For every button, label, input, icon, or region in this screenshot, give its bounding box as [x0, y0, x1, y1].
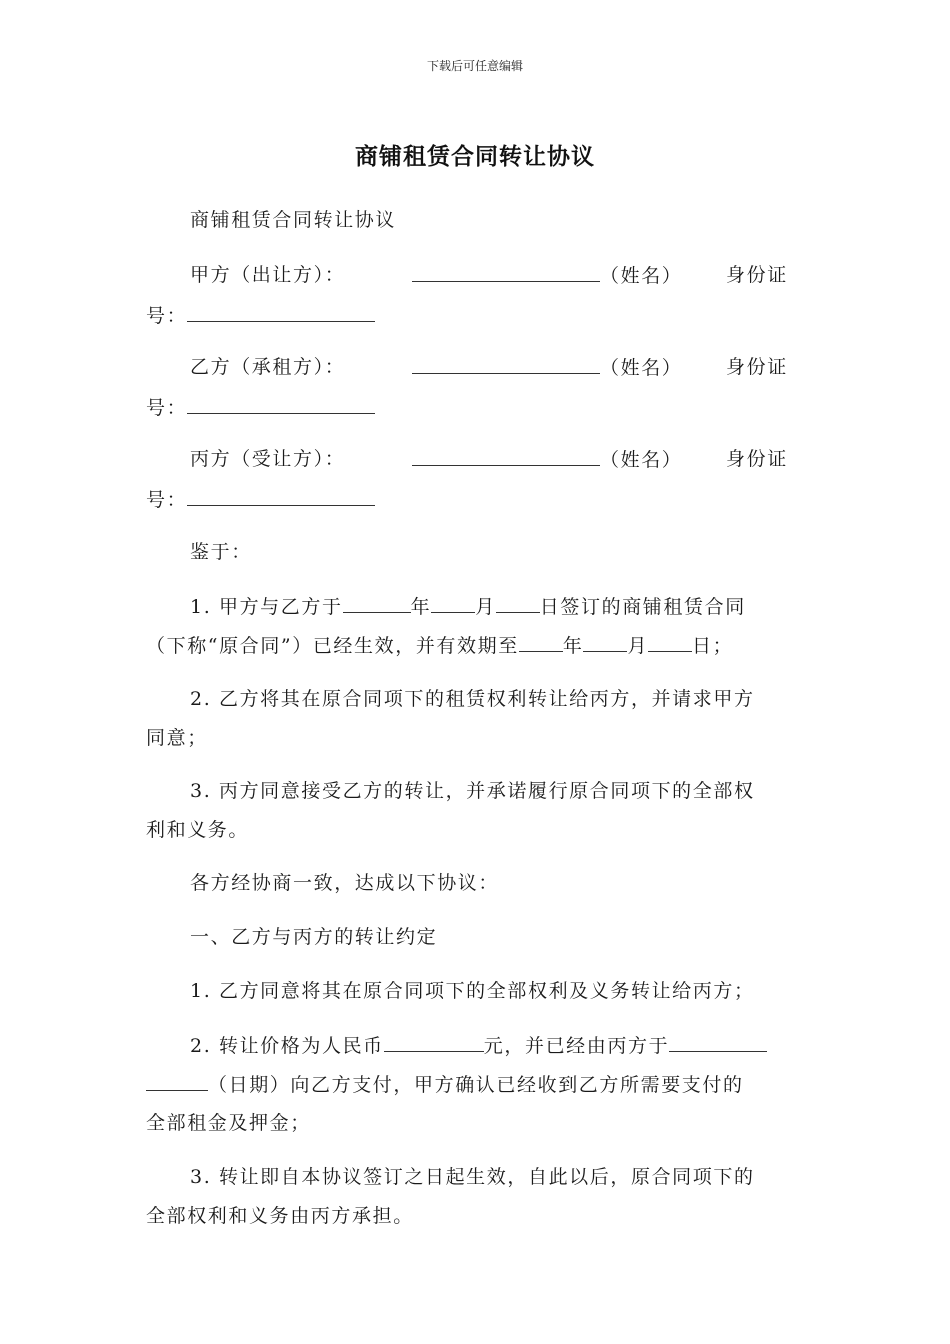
whereas-item-1-line-2	[146, 633, 733, 658]
section-1-item-2-line-1	[190, 1033, 767, 1058]
party-a-label: 甲方（出让方）：	[190, 264, 346, 286]
whereas-item-3-line-2: 利和义务。	[146, 819, 250, 841]
section-1-item-3-line-2: 全部权利和义务由丙方承担。	[146, 1205, 414, 1227]
section-1-item-2-line-3: 全部租金及押金；	[146, 1112, 311, 1134]
party-b-id-blank	[187, 395, 375, 414]
subtitle: 商铺租赁合同转让协议	[190, 209, 397, 231]
party-b-name-blank	[412, 355, 600, 374]
party-b-id-line	[146, 395, 375, 420]
whereas-item-3-line-1: 3. 丙方同意接受乙方的转让，并承诺履行原合同项下的全部权	[190, 780, 755, 802]
section-1-item-3-line-1: 3. 转让即自本协议签订之日起生效，自此以后，原合同项下的	[190, 1166, 755, 1188]
w1-end-day-label: 日；	[692, 635, 734, 657]
party-a-name-line	[412, 263, 682, 288]
party-b-id-label: 身份证	[726, 356, 788, 378]
party-c-name-line	[412, 447, 682, 472]
agreement-intro: 各方经协商一致，达成以下协议：	[190, 872, 500, 894]
w1-end-year-blank	[519, 633, 563, 652]
party-a-id-prefix: 号：	[146, 305, 188, 327]
w1-end-day-blank	[648, 633, 692, 652]
w1-month-label: 月	[475, 596, 496, 618]
section-1-item-2-line-2	[146, 1072, 744, 1097]
w1-text-2: 日签订的商铺租赁合同	[539, 596, 746, 618]
document-title: 商铺租赁合同转让协议	[355, 144, 595, 170]
section-1-item-1: 1. 乙方同意将其在原合同项下的全部权利及义务转让给丙方；	[190, 980, 755, 1002]
party-a-id-blank	[187, 303, 375, 322]
s2-text-2: 元，并已经由丙方于	[483, 1035, 670, 1057]
party-a-id-line	[146, 303, 375, 328]
party-c-label: 丙方（受让方）：	[190, 448, 346, 470]
whereas-item-2-line-1: 2. 乙方将其在原合同项下的租赁权利转让给丙方，并请求甲方	[190, 688, 755, 710]
party-c-id-prefix: 号：	[146, 489, 188, 511]
w1-text-1: 1. 甲方与乙方于	[190, 596, 343, 618]
party-a-id-label: 身份证	[726, 264, 788, 286]
s2-date-blank-b	[146, 1072, 208, 1091]
party-c-name-suffix: （姓名）	[600, 449, 683, 471]
s2-text-3: （日期）向乙方支付，甲方确认已经收到乙方所需要支付的	[208, 1074, 744, 1096]
party-c-name-blank	[412, 447, 600, 466]
whereas-item-1-line-1	[190, 594, 746, 619]
section-1-heading: 一、乙方与丙方的转让约定	[190, 926, 438, 948]
w1-month-blank	[431, 594, 475, 613]
party-c-id-blank	[187, 487, 375, 506]
party-b-name-suffix: （姓名）	[600, 357, 683, 379]
w1-day-blank	[496, 594, 540, 613]
w1-end-year-label: 年	[562, 635, 584, 657]
w1-text-3: （下称“原合同”）已经生效，并有效期至	[146, 635, 519, 657]
party-b-id-prefix: 号：	[146, 397, 188, 419]
party-a-name-blank	[412, 263, 600, 282]
w1-year-blank	[343, 594, 411, 613]
party-b-name-line	[412, 355, 682, 380]
s2-price-blank	[384, 1033, 484, 1052]
party-c-id-label: 身份证	[726, 448, 788, 470]
whereas-item-2-line-2: 同意；	[146, 727, 208, 749]
whereas-heading: 鉴于：	[190, 541, 252, 563]
party-b-label: 乙方（承租方）：	[190, 356, 346, 378]
party-c-id-line	[146, 487, 375, 512]
party-a-name-suffix: （姓名）	[600, 265, 683, 287]
w1-end-month-blank	[583, 633, 627, 652]
s2-text-1: 2. 转让价格为人民币	[190, 1035, 384, 1057]
w1-end-month-label: 月	[627, 635, 649, 657]
header-note: 下载后可任意编辑	[426, 59, 523, 73]
s2-date-blank-a	[669, 1033, 767, 1052]
w1-year-label: 年	[410, 596, 432, 618]
